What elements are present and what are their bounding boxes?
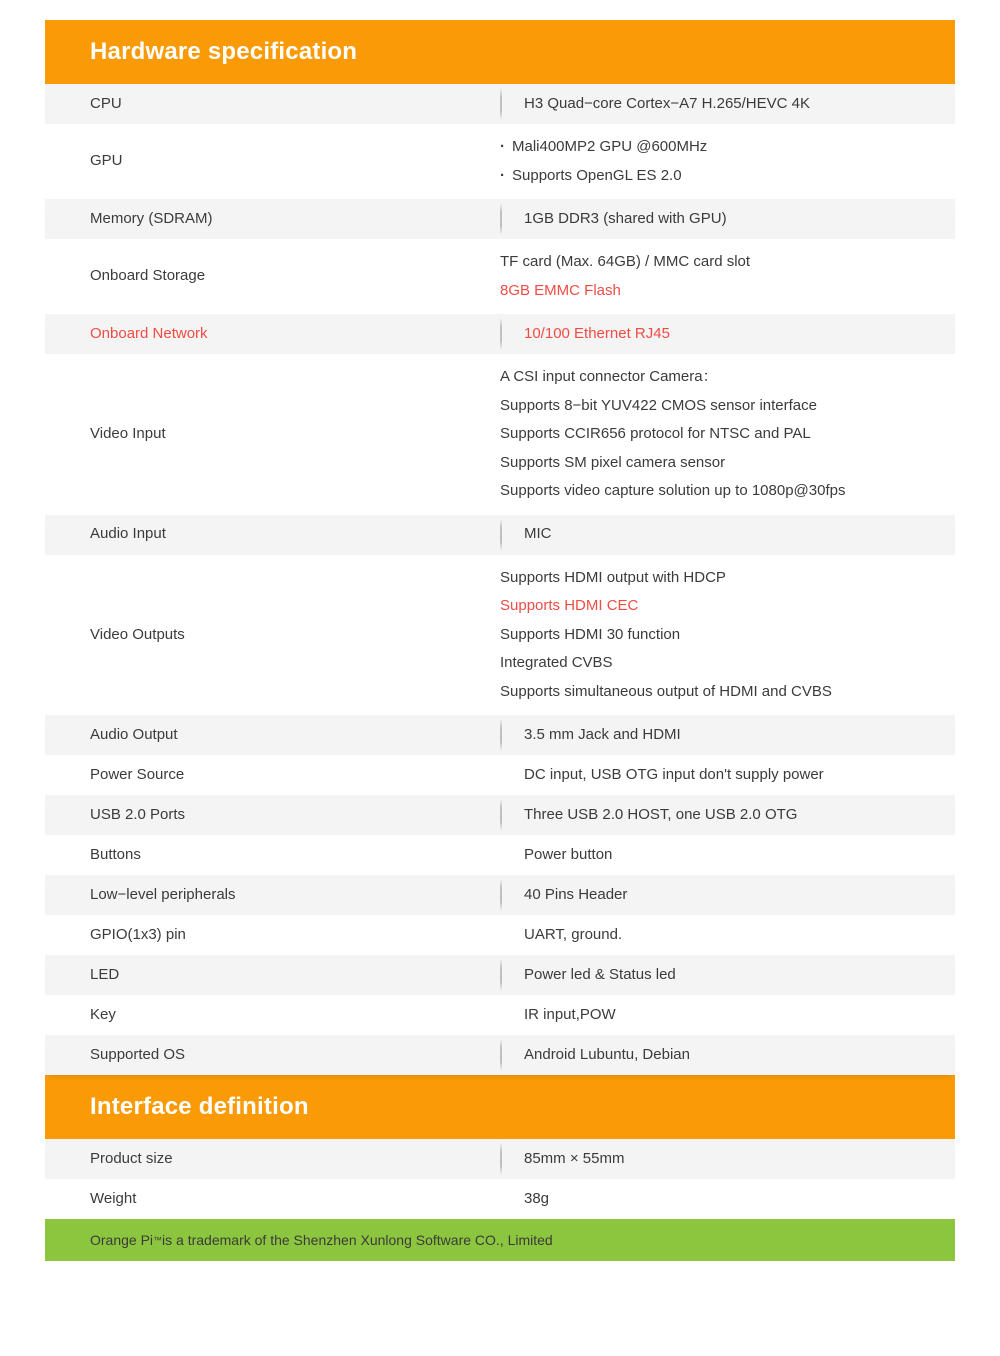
row-label: Power Source — [90, 765, 185, 783]
row-value — [500, 801, 955, 830]
value-line: 40 Pins Header — [524, 885, 628, 903]
row-label: Low−level peripherals — [90, 885, 236, 903]
table-row — [45, 354, 955, 515]
row-value — [500, 320, 955, 349]
row-value — [500, 555, 955, 716]
row-label: Buttons — [90, 845, 141, 863]
value-line: Supports video capture solution up to 1080p@30fps — [500, 482, 846, 499]
footer-brand: Orange Pi — [90, 1232, 154, 1248]
table-row — [45, 1179, 955, 1219]
row-value — [500, 1145, 955, 1174]
table-row — [45, 755, 955, 795]
table-row — [45, 555, 955, 716]
table-row — [45, 915, 955, 955]
value-line: Supports SM pixel camera sensor — [500, 453, 726, 471]
row-label: Video Outputs — [90, 625, 185, 643]
value-line: UART, ground. — [524, 925, 623, 943]
table-row — [45, 715, 955, 755]
row-value — [500, 90, 955, 119]
section-header-1: Interface definition — [45, 1075, 955, 1139]
row-label: Supported OS — [90, 1045, 186, 1063]
value-line: Supports 8−bit YUV422 CMOS sensor interface — [500, 396, 817, 414]
table-row — [45, 875, 955, 915]
row-label: Onboard Storage — [90, 267, 206, 285]
row-value — [500, 1185, 955, 1214]
row-label: Audio Output — [90, 725, 178, 743]
row-label: LED — [90, 965, 120, 983]
value-line: 8GB EMMC Flash — [500, 281, 621, 299]
row-value — [500, 921, 955, 950]
row-label: Audio Input — [90, 525, 166, 543]
row-value — [500, 1001, 955, 1030]
row-value — [500, 881, 955, 910]
spec-sheet-content — [45, 20, 955, 1261]
table-row — [45, 1139, 955, 1179]
row-value — [500, 205, 955, 234]
footer-text: is a trademark of the Shenzhen Xunlong Software CO., Limited — [162, 1232, 553, 1248]
row-value — [500, 1041, 955, 1070]
value-line: IR input,POW — [524, 1005, 616, 1023]
spec-table-0 — [45, 84, 955, 1075]
value-line: TF card (Max. 64GB) / MMC card slot — [500, 253, 751, 270]
table-row — [45, 955, 955, 995]
table-row — [45, 199, 955, 239]
row-label: Product size — [90, 1149, 173, 1167]
value-line: Three USB 2.0 HOST, one USB 2.0 OTG — [524, 805, 798, 823]
table-row — [45, 515, 955, 555]
row-label: Key — [90, 1005, 116, 1023]
table-row — [45, 84, 955, 124]
row-value — [500, 761, 955, 790]
value-line: Integrated CVBS — [500, 654, 613, 671]
row-label: Onboard Network — [90, 324, 208, 342]
row-value — [500, 721, 955, 750]
row-label: Video Input — [90, 425, 166, 442]
row-label: GPU — [90, 152, 123, 170]
value-line: Supports HDMI output with HDCP — [500, 568, 726, 586]
row-value — [500, 841, 955, 870]
value-line: 85mm × 55mm — [524, 1149, 625, 1167]
value-line: H3 Quad−core Cortex−A7 H.265/HEVC 4K — [524, 94, 810, 112]
row-value — [500, 961, 955, 990]
value-line: Power led & Status led — [524, 965, 676, 983]
value-line: A CSI input connector Camera： — [500, 368, 718, 385]
section-header-0: Hardware specification — [45, 20, 955, 84]
value-line: DC input, USB OTG input don't supply power — [524, 765, 824, 783]
value-line: Supports HDMI 30 function — [500, 625, 681, 643]
trademark-footer: Orange Pi ™ is a trademark of the Shenzhen Xunlong Software CO., Limited — [45, 1219, 955, 1261]
value-line: · Mali400MP2 GPU @600MHz — [500, 133, 955, 162]
table-row — [45, 124, 955, 199]
value-line: Supports simultaneous output of HDMI and CVBS — [500, 682, 832, 700]
value-line: Android Lubuntu, Debian — [524, 1045, 690, 1063]
table-row — [45, 995, 955, 1035]
row-label: Weight — [90, 1189, 137, 1207]
value-line: 3.5 mm Jack and HDMI — [524, 725, 681, 743]
row-value — [500, 354, 955, 515]
row-label: CPU — [90, 94, 122, 112]
table-row — [45, 1035, 955, 1075]
value-line: Supports CCIR656 protocol for NTSC and PAL — [500, 425, 811, 442]
value-line: · Supports OpenGL ES 2.0 — [500, 162, 955, 191]
table-row — [45, 239, 955, 314]
row-label: USB 2.0 Ports — [90, 805, 186, 823]
value-line: 38g — [524, 1189, 550, 1207]
table-row — [45, 795, 955, 835]
value-line: MIC — [524, 525, 552, 543]
value-line: 1GB DDR3 (shared with GPU) — [524, 209, 727, 227]
table-row — [45, 835, 955, 875]
row-value — [500, 239, 955, 314]
row-value — [500, 520, 955, 549]
row-label: Memory (SDRAM) — [90, 209, 213, 227]
spec-table-1 — [45, 1139, 955, 1219]
value-line: Supports HDMI CEC — [500, 597, 639, 614]
value-line: Power button — [524, 845, 613, 863]
row-value — [500, 124, 955, 199]
table-row — [45, 314, 955, 354]
value-line: 10/100 Ethernet RJ45 — [524, 324, 670, 342]
row-label: GPIO(1x3) pin — [90, 925, 186, 943]
